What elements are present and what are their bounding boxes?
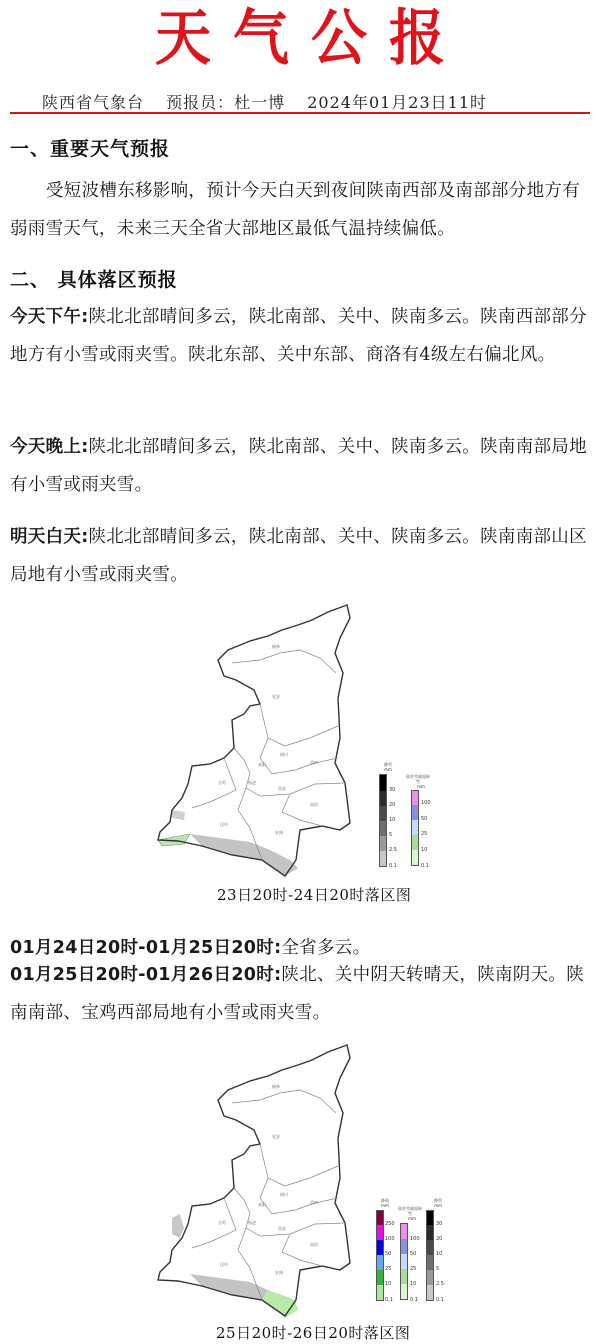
forecaster-name: 预报员：杜一博 [166, 93, 286, 112]
legend-tick: 5 [436, 1266, 440, 1272]
legend-sleet [406, 774, 436, 869]
period-tonight [10, 428, 590, 504]
period-jan25-26 [10, 956, 590, 1032]
city-label: 汉中 [220, 1262, 228, 1267]
legend-colorbar [411, 790, 419, 866]
legend-title: 降雪 [434, 1198, 442, 1203]
agency-name: 陕西省气象台 [42, 93, 145, 112]
period-text: 陕北北部晴间多云，陕北南部、关中、陕南多云。陕南西部部分地方有小雪或雨夹雪。陕北东部、关中东部、商洛有4级左右偏北风。 [10, 307, 587, 365]
city-label: 榆林 [272, 644, 280, 649]
city-boundaries [192, 1090, 345, 1300]
period-label: 今天下午: [10, 307, 89, 327]
legend-unit: mm [417, 784, 425, 789]
legend-tick: 2.5 [436, 1281, 444, 1287]
period-text: 全省多云。 [281, 938, 371, 958]
legend-sleet [398, 1206, 426, 1303]
legend-title: 雨夹雪或雨转雪 [398, 1206, 422, 1216]
city-label: 榆林 [272, 1084, 280, 1089]
city-label: 延安 [272, 1134, 280, 1139]
legend-tick: 10 [421, 847, 428, 853]
city-label: 西安 [278, 786, 286, 791]
city-label: 宝鸡 [218, 1220, 226, 1225]
period-text: 陕北北部晴间多云，陕北南部、关中、陕南多云。陕南南部山区局地有小雪或雨夹雪。 [10, 527, 587, 585]
snow-area [172, 810, 185, 820]
city-label: 渭南 [310, 760, 318, 765]
legend-tick: 0.1 [421, 863, 429, 869]
legend-rain [374, 1198, 396, 1303]
precip-map-2 [150, 1038, 360, 1323]
legend-tick: 100 [385, 1236, 395, 1242]
city-label: 商洛 [310, 802, 318, 807]
legend-tick: 50 [385, 1251, 392, 1257]
legend-tick: 0.1 [385, 1297, 393, 1303]
header-divider [10, 112, 590, 114]
legend-tick: 0.1 [410, 1297, 418, 1303]
period-label: 01月24日20时-01月25日20时: [10, 938, 282, 958]
period-text: 陕北、关中阴天转晴天，陕南阴天。陕南南部、宝鸡西部局地有小雪或雨夹雪。 [10, 965, 584, 1023]
period-tomorrow-day [10, 518, 590, 594]
byline [42, 90, 503, 113]
legend-tick: 25 [410, 1266, 417, 1272]
city-label: 安康 [275, 830, 283, 835]
city-label: 咸阳 [258, 1202, 266, 1207]
legend-unit: mm [408, 1216, 416, 1221]
legend-tick: 30 [436, 1221, 443, 1227]
period-label: 今天晚上: [10, 437, 89, 457]
city-label: 商洛 [310, 1242, 318, 1247]
legend-tick: 10 [385, 1281, 392, 1287]
legend-tick: 10 [436, 1251, 443, 1257]
legend-tick: 100 [421, 800, 431, 806]
legend-title: 降雪 [384, 762, 392, 767]
period-this-afternoon [10, 298, 590, 374]
city-label: 汉中 [220, 822, 228, 827]
legend-tick: 10 [389, 817, 396, 823]
legend-tick: 0.1 [389, 863, 397, 869]
precip-map-1 [150, 598, 360, 883]
city-label: 杨凌 [248, 780, 256, 785]
snow-area [172, 1214, 184, 1238]
city-label: 宝鸡 [218, 780, 226, 785]
legend-snow [426, 1198, 450, 1303]
city-boundaries [192, 650, 345, 860]
map1-caption: 23日20时-24日20时落区图 [217, 886, 412, 904]
legend-colorbar [400, 1223, 408, 1300]
city-label: 延安 [272, 694, 280, 699]
city-label: 西安 [278, 1226, 286, 1231]
legend-colorbar [376, 1210, 384, 1301]
period-label: 01月25日20时-01月26日20时: [10, 965, 282, 985]
legend-tick: 50 [421, 816, 428, 822]
legend-unit: mm [384, 767, 392, 772]
important-forecast-text: 受短波槽东移影响，预计今天白天到夜间陕南西部及南部部分地方有弱雨雪天气，未来三天全省大部地区最低气温持续偏低。 [10, 181, 580, 239]
legend-tick: 100 [410, 1236, 420, 1242]
legend-snow [376, 762, 400, 869]
legend-tick: 50 [410, 1251, 417, 1257]
map2-caption: 25日20时-26日20时落区图 [216, 1324, 411, 1342]
legend-title: 雨夹雪或雨转雪 [406, 774, 430, 784]
period-text: 陕北北部晴间多云，陕北南部、关中、陕南多云。陕南南部局地有小雪或雨夹雪。 [10, 437, 587, 495]
legend-tick: 5 [389, 832, 393, 838]
legend-colorbar [426, 1210, 434, 1301]
period-label: 明天白天: [10, 527, 89, 547]
legend-unit: mm [381, 1203, 389, 1208]
legend-tick: 20 [436, 1236, 443, 1242]
city-label: 铜川 [280, 1192, 288, 1197]
section-heading-important: 一、重要天气预报 [10, 138, 171, 160]
legend-tick: 250 [385, 1221, 395, 1227]
map2-legend [374, 1198, 454, 1316]
legend-tick: 2.5 [389, 847, 397, 853]
legend-tick: 0.1 [436, 1297, 444, 1303]
legend-unit: mm [434, 1203, 442, 1208]
issue-time: 2024年01月23日11时 [307, 93, 488, 112]
legend-colorbar [379, 774, 387, 867]
legend-tick: 25 [421, 831, 428, 837]
legend-title: 降雨 [381, 1198, 389, 1203]
section-heading-areas: 二、 具体落区预报 [10, 269, 178, 291]
city-label: 咸阳 [258, 762, 266, 767]
legend-tick: 25 [385, 1266, 392, 1272]
legend-tick: 20 [389, 802, 396, 808]
legend-tick: 30 [389, 787, 396, 793]
legend-tick: 10 [410, 1281, 417, 1287]
snow-area [190, 834, 298, 876]
map1-legend [376, 762, 436, 877]
city-label: 渭南 [310, 1200, 318, 1205]
masthead [0, 0, 600, 80]
city-label: 铜川 [280, 752, 288, 757]
bulletin-title: 天气公报 [155, 3, 467, 74]
city-label: 安康 [275, 1270, 283, 1275]
city-label: 杨凌 [248, 1220, 256, 1225]
